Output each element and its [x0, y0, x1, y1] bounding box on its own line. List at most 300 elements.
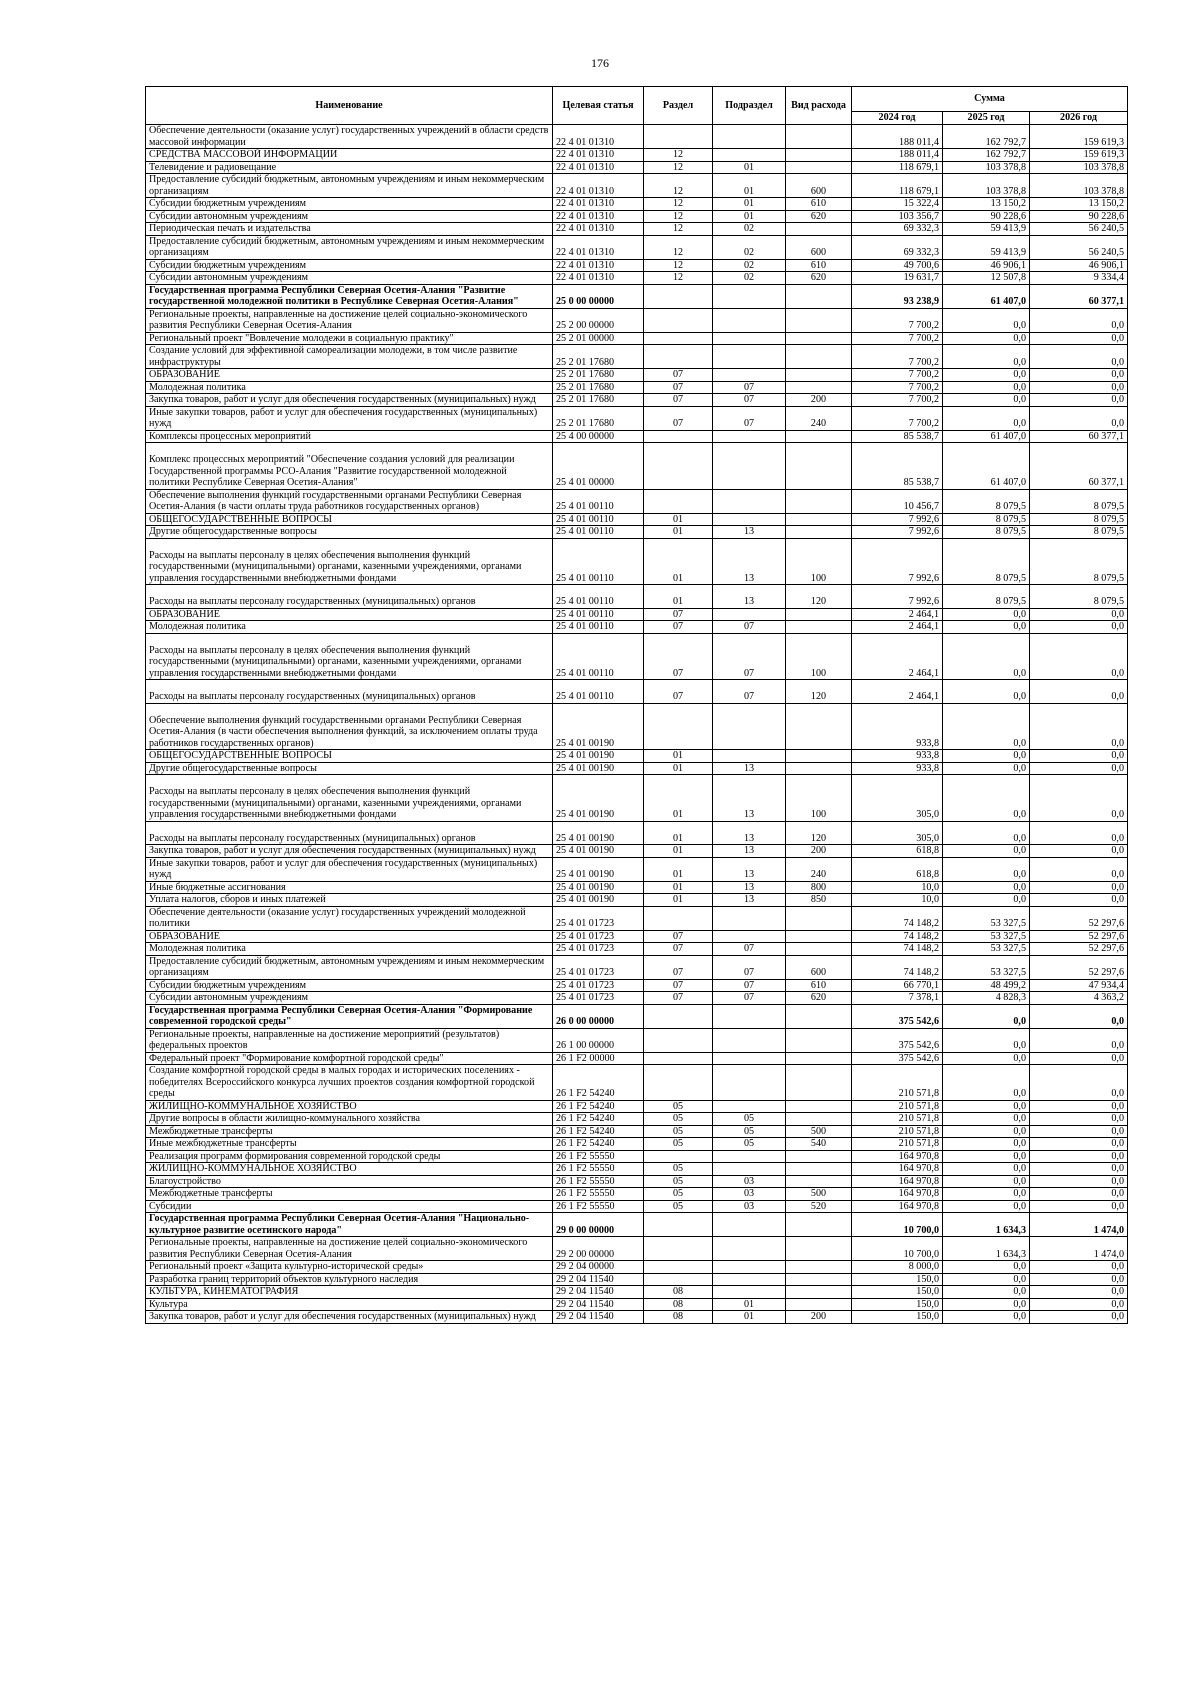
- row-sum-2026: 0,0: [1030, 762, 1128, 775]
- row-sum-2026: 159 619,3: [1030, 125, 1128, 149]
- row-sum-2026: 1 474,0: [1030, 1237, 1128, 1261]
- row-name: Расходы на выплаты персоналу государственных (муниципальных) органов: [146, 680, 553, 704]
- row-target-article: 26 1 F2 54240: [553, 1125, 644, 1138]
- row-subsection: 03: [713, 1188, 786, 1201]
- row-expense-type: 850: [786, 894, 852, 907]
- row-name: ОБРАЗОВАНИЕ: [146, 369, 553, 382]
- row-target-article: 25 4 01 01723: [553, 943, 644, 956]
- row-expense-type: [786, 943, 852, 956]
- row-section: [644, 345, 713, 369]
- row-target-article: 29 2 04 11540: [553, 1273, 644, 1286]
- row-target-article: 29 0 00 00000: [553, 1213, 644, 1237]
- row-sum-2026: 8 079,5: [1030, 585, 1128, 609]
- row-expense-type: 500: [786, 1125, 852, 1138]
- row-section: [644, 489, 713, 513]
- row-target-article: 26 1 F2 54240: [553, 1100, 644, 1113]
- table-row: [146, 762, 1128, 775]
- row-section: [644, 1261, 713, 1274]
- row-sum-2025: 0,0: [943, 1150, 1030, 1163]
- row-sum-2024: 210 571,8: [852, 1113, 943, 1126]
- row-section: 12: [644, 259, 713, 272]
- row-name: Уплата налогов, сборов и иных платежей: [146, 894, 553, 907]
- row-subsection: 13: [713, 585, 786, 609]
- row-sum-2026: 9 334,4: [1030, 272, 1128, 285]
- row-name: Предоставление субсидий бюджетным, автономным учреждениям и иным некоммерческим организациям: [146, 955, 553, 979]
- row-target-article: 22 4 01 01310: [553, 272, 644, 285]
- budget-table: [145, 86, 1128, 1324]
- row-sum-2025: 0,0: [943, 1163, 1030, 1176]
- row-expense-type: [786, 443, 852, 490]
- row-sum-2024: 19 631,7: [852, 272, 943, 285]
- row-target-article: 29 2 00 00000: [553, 1237, 644, 1261]
- row-subsection: 07: [713, 979, 786, 992]
- row-sum-2025: 0,0: [943, 369, 1030, 382]
- row-name: Субсидии бюджетным учреждениям: [146, 979, 553, 992]
- row-target-article: 25 4 01 01723: [553, 906, 644, 930]
- row-subsection: [713, 1028, 786, 1052]
- table-row: [146, 394, 1128, 407]
- row-expense-type: 100: [786, 633, 852, 680]
- row-target-article: 25 4 01 00190: [553, 750, 644, 763]
- row-section: 01: [644, 585, 713, 609]
- row-sum-2025: 1 634,3: [943, 1237, 1030, 1261]
- row-name: Государственная программа Республики Северная Осетия-Алания "Национально-культурное развитие осетинского народа": [146, 1213, 553, 1237]
- row-expense-type: [786, 1273, 852, 1286]
- table-row: [146, 538, 1128, 585]
- row-section: 12: [644, 174, 713, 198]
- row-sum-2026: 0,0: [1030, 621, 1128, 634]
- table-row: [146, 881, 1128, 894]
- row-sum-2024: 375 542,6: [852, 1004, 943, 1028]
- table-row: [146, 210, 1128, 223]
- row-subsection: 13: [713, 775, 786, 822]
- row-target-article: 25 2 01 17680: [553, 345, 644, 369]
- row-subsection: 01: [713, 210, 786, 223]
- row-section: [644, 1150, 713, 1163]
- row-subsection: 02: [713, 223, 786, 236]
- row-sum-2026: 0,0: [1030, 703, 1128, 750]
- row-target-article: 22 4 01 01310: [553, 149, 644, 162]
- row-target-article: 25 4 01 00110: [553, 489, 644, 513]
- table-row: [146, 1052, 1128, 1065]
- row-subsection: [713, 513, 786, 526]
- row-sum-2025: 0,0: [943, 308, 1030, 332]
- row-sum-2025: 0,0: [943, 762, 1030, 775]
- row-sum-2024: 164 970,8: [852, 1150, 943, 1163]
- row-expense-type: [786, 1113, 852, 1126]
- row-name: Предоставление субсидий бюджетным, автономным учреждениям и иным некоммерческим организациям: [146, 174, 553, 198]
- row-subsection: [713, 369, 786, 382]
- row-expense-type: 540: [786, 1138, 852, 1151]
- row-sum-2026: 8 079,5: [1030, 489, 1128, 513]
- row-expense-type: [786, 161, 852, 174]
- row-sum-2025: 0,0: [943, 1065, 1030, 1101]
- row-target-article: 26 0 00 00000: [553, 1004, 644, 1028]
- row-sum-2024: 69 332,3: [852, 223, 943, 236]
- row-sum-2025: 90 228,6: [943, 210, 1030, 223]
- row-sum-2026: 0,0: [1030, 1052, 1128, 1065]
- row-subsection: 13: [713, 845, 786, 858]
- row-target-article: 22 4 01 01310: [553, 235, 644, 259]
- row-sum-2026: 90 228,6: [1030, 210, 1128, 223]
- row-section: 01: [644, 526, 713, 539]
- row-expense-type: [786, 621, 852, 634]
- table-row: [146, 161, 1128, 174]
- row-sum-2024: 7 700,2: [852, 381, 943, 394]
- row-name: Региональные проекты, направленные на достижение целей социально-экономического развития Республики Северная Осетия-Алания: [146, 308, 553, 332]
- row-section: 05: [644, 1138, 713, 1151]
- table-row: [146, 955, 1128, 979]
- row-sum-2026: 103 378,8: [1030, 174, 1128, 198]
- row-subsection: [713, 1100, 786, 1113]
- row-sum-2026: 8 079,5: [1030, 513, 1128, 526]
- row-sum-2025: 103 378,8: [943, 161, 1030, 174]
- row-sum-2026: 13 150,2: [1030, 198, 1128, 211]
- table-row: [146, 1138, 1128, 1151]
- row-sum-2025: 0,0: [943, 703, 1030, 750]
- row-sum-2024: 74 148,2: [852, 955, 943, 979]
- row-name: Разработка границ территорий объектов культурного наследия: [146, 1273, 553, 1286]
- row-target-article: 26 1 00 00000: [553, 1028, 644, 1052]
- row-subsection: 07: [713, 621, 786, 634]
- row-name: Региональные проекты, направленные на достижение мероприятий (результатов) федеральных проектов: [146, 1028, 553, 1052]
- row-subsection: 01: [713, 1311, 786, 1324]
- row-expense-type: 100: [786, 775, 852, 822]
- table-row: [146, 930, 1128, 943]
- row-expense-type: 200: [786, 1311, 852, 1324]
- row-section: 05: [644, 1175, 713, 1188]
- table-row: [146, 1150, 1128, 1163]
- row-sum-2024: 8 000,0: [852, 1261, 943, 1274]
- row-sum-2024: 2 464,1: [852, 621, 943, 634]
- table-row: [146, 489, 1128, 513]
- row-expense-type: [786, 750, 852, 763]
- row-name: СРЕДСТВА МАССОВОЙ ИНФОРМАЦИИ: [146, 149, 553, 162]
- row-name: Субсидии бюджетным учреждениям: [146, 198, 553, 211]
- row-name: Другие вопросы в области жилищно-коммунального хозяйства: [146, 1113, 553, 1126]
- header-sum: Сумма: [852, 87, 1128, 112]
- row-section: 07: [644, 608, 713, 621]
- row-sum-2025: 8 079,5: [943, 585, 1030, 609]
- row-sum-2026: 60 377,1: [1030, 430, 1128, 443]
- table-row: [146, 381, 1128, 394]
- row-sum-2026: 0,0: [1030, 881, 1128, 894]
- row-section: 12: [644, 210, 713, 223]
- row-expense-type: [786, 1100, 852, 1113]
- row-expense-type: 600: [786, 235, 852, 259]
- row-sum-2026: 0,0: [1030, 1028, 1128, 1052]
- header-year-2024: 2024 год: [852, 112, 943, 125]
- row-subsection: 03: [713, 1200, 786, 1213]
- row-sum-2024: 305,0: [852, 821, 943, 845]
- row-name: Реализация программ формирования современной городской среды: [146, 1150, 553, 1163]
- table-row: [146, 608, 1128, 621]
- row-subsection: [713, 489, 786, 513]
- row-section: [644, 703, 713, 750]
- row-sum-2024: 10,0: [852, 894, 943, 907]
- row-sum-2025: 59 413,9: [943, 223, 1030, 236]
- row-sum-2026: 56 240,5: [1030, 223, 1128, 236]
- row-target-article: 25 4 01 00110: [553, 526, 644, 539]
- row-target-article: 29 2 04 11540: [553, 1286, 644, 1299]
- row-target-article: 25 4 01 00110: [553, 608, 644, 621]
- row-subsection: [713, 332, 786, 345]
- row-sum-2025: 0,0: [943, 1028, 1030, 1052]
- row-sum-2025: 0,0: [943, 1100, 1030, 1113]
- row-sum-2025: 53 327,5: [943, 906, 1030, 930]
- row-subsection: [713, 308, 786, 332]
- row-sum-2026: 0,0: [1030, 1188, 1128, 1201]
- row-sum-2024: 188 011,4: [852, 149, 943, 162]
- row-target-article: 26 1 F2 55550: [553, 1150, 644, 1163]
- row-subsection: [713, 1163, 786, 1176]
- row-section: 01: [644, 821, 713, 845]
- row-name: Иные бюджетные ассигнования: [146, 881, 553, 894]
- row-section: 12: [644, 272, 713, 285]
- row-target-article: 22 4 01 01310: [553, 174, 644, 198]
- row-name: Расходы на выплаты персоналу государственных (муниципальных) органов: [146, 821, 553, 845]
- row-sum-2024: 375 542,6: [852, 1052, 943, 1065]
- row-sum-2026: 46 906,1: [1030, 259, 1128, 272]
- row-subsection: [713, 1261, 786, 1274]
- row-name: Региональный проект «Защита культурно-исторической среды»: [146, 1261, 553, 1274]
- row-subsection: [713, 1286, 786, 1299]
- row-sum-2026: 52 297,6: [1030, 930, 1128, 943]
- row-expense-type: 240: [786, 857, 852, 881]
- row-sum-2026: 0,0: [1030, 750, 1128, 763]
- row-section: 01: [644, 750, 713, 763]
- header-subsection: Подраздел: [713, 87, 786, 125]
- table-row: [146, 308, 1128, 332]
- row-sum-2024: 618,8: [852, 857, 943, 881]
- row-sum-2025: 162 792,7: [943, 125, 1030, 149]
- row-sum-2024: 933,8: [852, 762, 943, 775]
- row-section: 12: [644, 235, 713, 259]
- row-target-article: 29 2 04 00000: [553, 1261, 644, 1274]
- row-sum-2026: 0,0: [1030, 1113, 1128, 1126]
- row-sum-2026: 52 297,6: [1030, 943, 1128, 956]
- row-subsection: 13: [713, 526, 786, 539]
- row-sum-2025: 8 079,5: [943, 526, 1030, 539]
- row-name: Другие общегосударственные вопросы: [146, 762, 553, 775]
- row-name: Региональные проекты, направленные на достижение целей социально-экономического развития Республики Северная Осетия-Алания: [146, 1237, 553, 1261]
- table-row: [146, 821, 1128, 845]
- row-target-article: 25 4 01 00000: [553, 443, 644, 490]
- row-subsection: 13: [713, 857, 786, 881]
- row-sum-2025: 0,0: [943, 394, 1030, 407]
- header-name: Наименование: [146, 87, 553, 125]
- row-sum-2024: 85 538,7: [852, 430, 943, 443]
- row-section: 07: [644, 943, 713, 956]
- row-name: ОБЩЕГОСУДАРСТВЕННЫЕ ВОПРОСЫ: [146, 750, 553, 763]
- row-sum-2026: 0,0: [1030, 1200, 1128, 1213]
- row-subsection: 02: [713, 235, 786, 259]
- row-target-article: 25 2 01 17680: [553, 381, 644, 394]
- row-target-article: 22 4 01 01310: [553, 223, 644, 236]
- row-sum-2024: 933,8: [852, 750, 943, 763]
- row-name: Культура: [146, 1298, 553, 1311]
- row-section: 12: [644, 198, 713, 211]
- row-sum-2026: 0,0: [1030, 394, 1128, 407]
- table-row: [146, 1213, 1128, 1237]
- table-row: [146, 906, 1128, 930]
- row-sum-2024: 375 542,6: [852, 1028, 943, 1052]
- row-subsection: [713, 1150, 786, 1163]
- row-expense-type: [786, 1004, 852, 1028]
- row-section: [644, 1028, 713, 1052]
- row-name: Расходы на выплаты персоналу в целях обеспечения выполнения функций государственными (муниципальными) органами, казенными учреждениями, органами управления государственными внебюджетными фондами: [146, 775, 553, 822]
- row-sum-2025: 0,0: [943, 332, 1030, 345]
- row-section: 07: [644, 394, 713, 407]
- row-name: Расходы на выплаты персоналу государственных (муниципальных) органов: [146, 585, 553, 609]
- row-sum-2026: 0,0: [1030, 1261, 1128, 1274]
- row-sum-2025: 0,0: [943, 345, 1030, 369]
- row-subsection: [713, 345, 786, 369]
- row-subsection: [713, 125, 786, 149]
- row-sum-2024: 74 148,2: [852, 943, 943, 956]
- row-sum-2025: 61 407,0: [943, 443, 1030, 490]
- row-subsection: 01: [713, 174, 786, 198]
- row-sum-2025: 12 507,8: [943, 272, 1030, 285]
- row-expense-type: [786, 762, 852, 775]
- row-sum-2026: 0,0: [1030, 1150, 1128, 1163]
- row-section: 01: [644, 513, 713, 526]
- row-name: Иные закупки товаров, работ и услуг для обеспечения государственных (муниципальных) нужд: [146, 857, 553, 881]
- row-expense-type: 100: [786, 538, 852, 585]
- row-subsection: 01: [713, 198, 786, 211]
- row-sum-2024: 49 700,6: [852, 259, 943, 272]
- row-expense-type: [786, 513, 852, 526]
- row-expense-type: 800: [786, 881, 852, 894]
- table-row: [146, 1311, 1128, 1324]
- table-row: [146, 235, 1128, 259]
- row-sum-2024: 118 679,1: [852, 174, 943, 198]
- row-target-article: 25 4 01 01723: [553, 979, 644, 992]
- row-sum-2026: 0,0: [1030, 1125, 1128, 1138]
- row-sum-2025: 0,0: [943, 881, 1030, 894]
- row-sum-2024: 164 970,8: [852, 1200, 943, 1213]
- row-sum-2025: 0,0: [943, 845, 1030, 858]
- row-section: 01: [644, 538, 713, 585]
- row-target-article: 25 4 01 00190: [553, 703, 644, 750]
- row-subsection: [713, 1273, 786, 1286]
- table-row: [146, 223, 1128, 236]
- row-sum-2025: 103 378,8: [943, 174, 1030, 198]
- row-section: [644, 906, 713, 930]
- row-subsection: [713, 1004, 786, 1028]
- row-expense-type: [786, 1150, 852, 1163]
- row-subsection: 05: [713, 1138, 786, 1151]
- row-expense-type: [786, 608, 852, 621]
- table-row: [146, 857, 1128, 881]
- row-section: 12: [644, 223, 713, 236]
- row-name: Создание условий для эффективной самореализации молодежи, в том числе развитие инфраструктуры: [146, 345, 553, 369]
- row-target-article: 29 2 04 11540: [553, 1298, 644, 1311]
- row-expense-type: 240: [786, 406, 852, 430]
- row-target-article: 26 1 F2 55550: [553, 1163, 644, 1176]
- row-name: Государственная программа Республики Северная Осетия-Алания "Формирование современной городской среды": [146, 1004, 553, 1028]
- row-subsection: 05: [713, 1125, 786, 1138]
- row-target-article: 25 4 00 00000: [553, 430, 644, 443]
- row-section: [644, 1004, 713, 1028]
- row-sum-2026: 0,0: [1030, 608, 1128, 621]
- row-sum-2026: 103 378,8: [1030, 161, 1128, 174]
- row-sum-2024: 150,0: [852, 1311, 943, 1324]
- row-subsection: [713, 1065, 786, 1101]
- row-section: [644, 1213, 713, 1237]
- row-target-article: 25 4 01 00110: [553, 538, 644, 585]
- row-subsection: [713, 906, 786, 930]
- row-section: 07: [644, 406, 713, 430]
- row-target-article: 25 4 01 00190: [553, 762, 644, 775]
- row-sum-2026: 159 619,3: [1030, 149, 1128, 162]
- row-sum-2025: 0,0: [943, 1052, 1030, 1065]
- row-sum-2025: 0,0: [943, 1298, 1030, 1311]
- row-name: Региональный проект "Вовлечение молодежи в социальную практику": [146, 332, 553, 345]
- row-name: Закупка товаров, работ и услуг для обеспечения государственных (муниципальных) нужд: [146, 394, 553, 407]
- row-sum-2026: 0,0: [1030, 1175, 1128, 1188]
- row-subsection: 02: [713, 272, 786, 285]
- row-sum-2024: 7 700,2: [852, 345, 943, 369]
- row-section: 05: [644, 1125, 713, 1138]
- row-sum-2025: 0,0: [943, 621, 1030, 634]
- row-expense-type: 120: [786, 680, 852, 704]
- row-sum-2026: 0,0: [1030, 894, 1128, 907]
- row-sum-2026: 0,0: [1030, 1065, 1128, 1101]
- page-number: 176: [591, 56, 609, 70]
- row-sum-2024: 10 700,0: [852, 1237, 943, 1261]
- row-expense-type: [786, 125, 852, 149]
- row-sum-2026: 0,0: [1030, 369, 1128, 382]
- table-row: [146, 332, 1128, 345]
- row-section: 01: [644, 894, 713, 907]
- row-section: 01: [644, 857, 713, 881]
- row-sum-2025: 0,0: [943, 1113, 1030, 1126]
- row-sum-2024: 10 700,0: [852, 1213, 943, 1237]
- row-target-article: 25 2 01 17680: [553, 394, 644, 407]
- row-sum-2025: 61 407,0: [943, 430, 1030, 443]
- row-name: ОБЩЕГОСУДАРСТВЕННЫЕ ВОПРОСЫ: [146, 513, 553, 526]
- row-sum-2026: 0,0: [1030, 1311, 1128, 1324]
- table-row: [146, 406, 1128, 430]
- row-name: Обеспечение выполнения функций государственными органами Республики Северная Осетия-Алания (в части оплаты труда работников государственных органов): [146, 489, 553, 513]
- row-expense-type: [786, 345, 852, 369]
- row-sum-2025: 0,0: [943, 381, 1030, 394]
- row-sum-2024: 7 700,2: [852, 332, 943, 345]
- row-sum-2025: 8 079,5: [943, 489, 1030, 513]
- row-name: Субсидии: [146, 1200, 553, 1213]
- row-expense-type: [786, 489, 852, 513]
- row-sum-2025: 0,0: [943, 1188, 1030, 1201]
- table-row: [146, 750, 1128, 763]
- table-row: [146, 703, 1128, 750]
- table-row: [146, 369, 1128, 382]
- row-section: 08: [644, 1311, 713, 1324]
- row-sum-2024: 7 992,6: [852, 538, 943, 585]
- row-subsection: 07: [713, 394, 786, 407]
- row-expense-type: [786, 703, 852, 750]
- row-sum-2025: 1 634,3: [943, 1213, 1030, 1237]
- row-name: Комплексы процессных мероприятий: [146, 430, 553, 443]
- row-expense-type: [786, 1237, 852, 1261]
- row-name: Субсидии бюджетным учреждениям: [146, 259, 553, 272]
- row-sum-2025: 0,0: [943, 857, 1030, 881]
- row-subsection: 13: [713, 821, 786, 845]
- row-sum-2025: 0,0: [943, 680, 1030, 704]
- row-name: ОБРАЗОВАНИЕ: [146, 608, 553, 621]
- table-row: [146, 1065, 1128, 1101]
- table-row: [146, 125, 1128, 149]
